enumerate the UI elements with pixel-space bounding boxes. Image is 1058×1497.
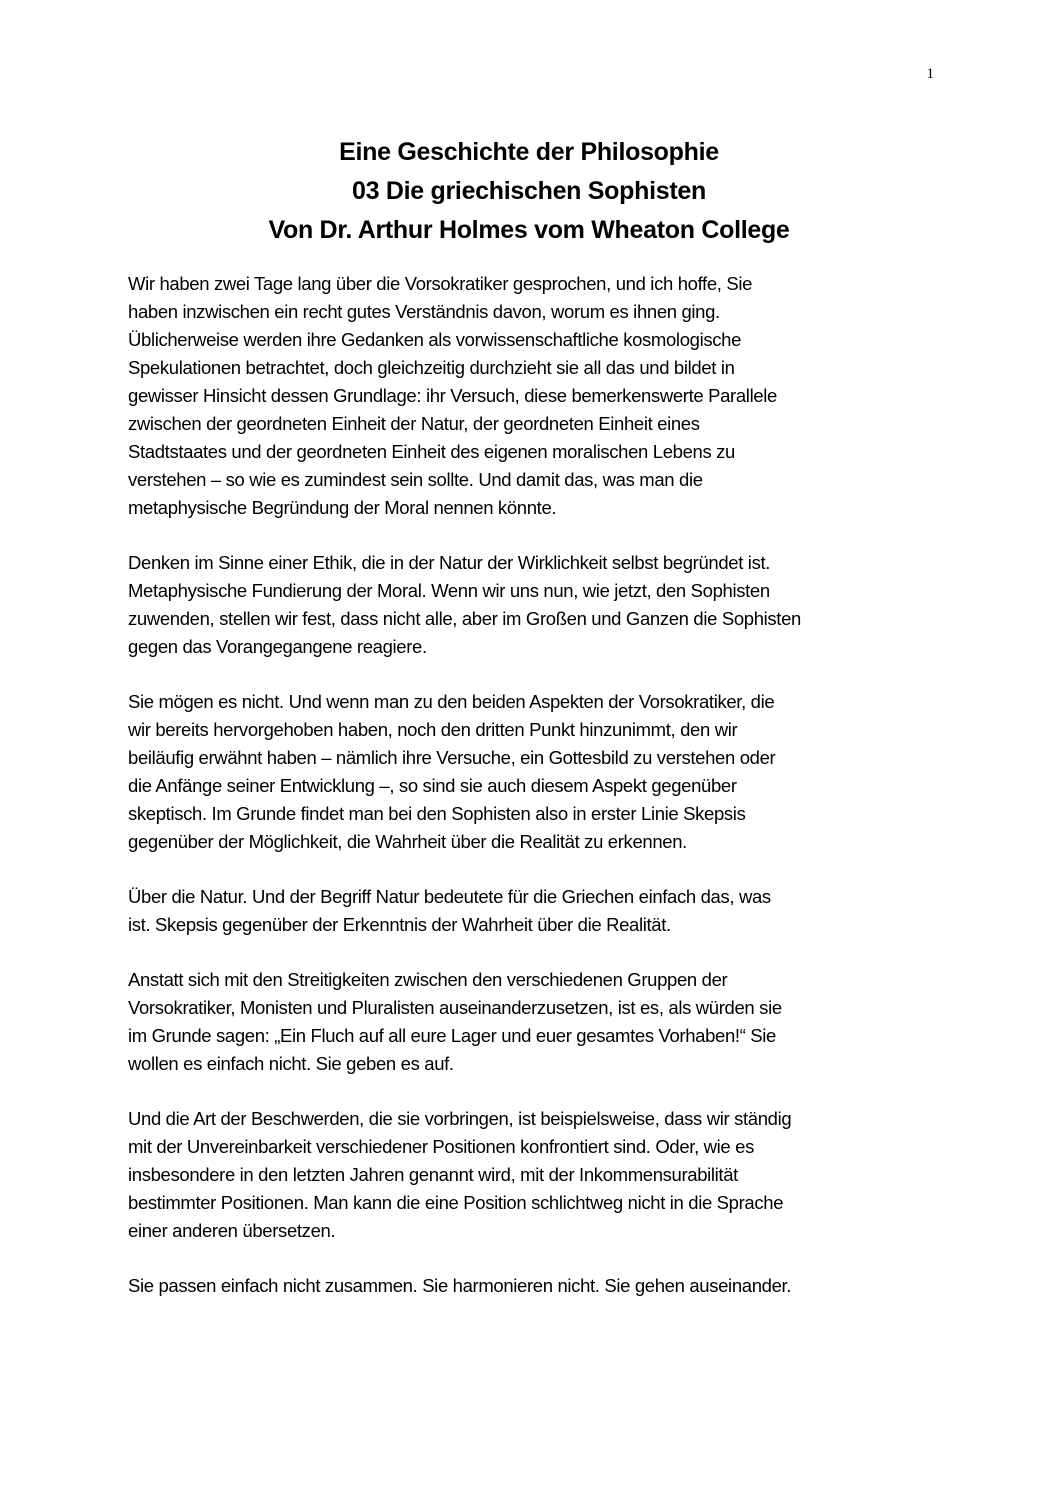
text-line: wir bereits hervorgehoben haben, noch den dritten Punkt hinzunimmt, den wir bbox=[128, 719, 738, 740]
text-line: Wir haben zwei Tage lang über die Vorsokratiker gesprochen, und ich hoffe, Sie bbox=[128, 273, 753, 294]
text-line: bestimmter Positionen. Man kann die eine Position schlichtweg nicht in die Sprache bbox=[128, 1192, 784, 1213]
paragraph-2 bbox=[128, 549, 930, 661]
paragraph-3 bbox=[128, 688, 930, 856]
title-line-lecture: 03 Die griechischen Sophisten bbox=[352, 177, 706, 205]
text-line: Anstatt sich mit den Streitigkeiten zwischen den verschiedenen Gruppen der bbox=[128, 969, 728, 990]
text-line: im Grunde sagen: „Ein Fluch auf all eure Lager und euer gesamtes Vorhaben!“ Sie bbox=[128, 1025, 776, 1046]
paragraph-7 bbox=[128, 1272, 930, 1300]
text-line: Und die Art der Beschwerden, die sie vorbringen, ist beispielsweise, dass wir ständig bbox=[128, 1108, 792, 1129]
text-line: beiläufig erwähnt haben – nämlich ihre Versuche, ein Gottesbild zu verstehen oder bbox=[128, 747, 776, 768]
paragraph-5 bbox=[128, 966, 930, 1078]
text-line: haben inzwischen ein recht gutes Verständnis davon, worum es ihnen ging. bbox=[128, 301, 720, 322]
text-line: die Anfänge seiner Entwicklung –, so sind sie auch diesem Aspekt gegenüber bbox=[128, 775, 737, 796]
paragraph-4 bbox=[128, 883, 930, 939]
text-line: Spekulationen betrachtet, doch gleichzeitig durchzieht sie all das und bildet in bbox=[128, 357, 735, 378]
text-line: ist. Skepsis gegenüber der Erkenntnis der Wahrheit über die Realität. bbox=[128, 914, 671, 935]
text-line: zwischen der geordneten Einheit der Natur, der geordneten Einheit eines bbox=[128, 413, 700, 434]
title-line-author: Von Dr. Arthur Holmes vom Wheaton College bbox=[268, 216, 790, 244]
text-line: Stadtstaates und der geordneten Einheit des eigenen moralischen Lebens zu bbox=[128, 441, 735, 462]
paragraph-6 bbox=[128, 1105, 930, 1245]
text-line: verstehen – so wie es zumindest sein sollte. Und damit das, was man die bbox=[128, 469, 703, 490]
text-line: skeptisch. Im Grunde findet man bei den Sophisten also in erster Linie Skepsis bbox=[128, 803, 746, 824]
text-line: wollen es einfach nicht. Sie geben es auf. bbox=[128, 1053, 454, 1074]
text-line: Sie mögen es nicht. Und wenn man zu den beiden Aspekten der Vorsokratiker, die bbox=[128, 691, 775, 712]
text-line: metaphysische Begründung der Moral nennen könnte. bbox=[128, 497, 557, 518]
text-line: gegenüber der Möglichkeit, die Wahrheit über die Realität zu erkennen. bbox=[128, 831, 687, 852]
text-line: Über die Natur. Und der Begriff Natur bedeutete für die Griechen einfach das, was bbox=[128, 886, 771, 907]
document-body bbox=[128, 270, 930, 1327]
text-line: einer anderen übersetzen. bbox=[128, 1220, 336, 1241]
text-line: insbesondere in den letzten Jahren genannt wird, mit der Inkommensurabilität bbox=[128, 1164, 738, 1185]
text-line: zuwenden, stellen wir fest, dass nicht alle, aber im Großen und Ganzen die Sophisten bbox=[128, 608, 801, 629]
text-line: gegen das Vorangegangene reagiere. bbox=[128, 636, 427, 657]
text-line: gewisser Hinsicht dessen Grundlage: ihr Versuch, diese bemerkenswerte Parallele bbox=[128, 385, 777, 406]
title-line-series: Eine Geschichte der Philosophie bbox=[339, 138, 719, 166]
text-line: Metaphysische Fundierung der Moral. Wenn wir uns nun, wie jetzt, den Sophisten bbox=[128, 580, 770, 601]
page-number: 1 bbox=[926, 66, 934, 82]
text-line: Vorsokratiker, Monisten und Pluralisten auseinanderzusetzen, ist es, als würden sie bbox=[128, 997, 782, 1018]
text-line: Üblicherweise werden ihre Gedanken als vorwissenschaftliche kosmologische bbox=[128, 329, 742, 350]
text-line: Denken im Sinne einer Ethik, die in der Natur der Wirklichkeit selbst begründet ist. bbox=[128, 552, 771, 573]
text-line: mit der Unvereinbarkeit verschiedener Positionen konfrontiert sind. Oder, wie es bbox=[128, 1136, 754, 1157]
document-title bbox=[128, 133, 930, 250]
paragraph-1 bbox=[128, 270, 930, 522]
text-line: Sie passen einfach nicht zusammen. Sie harmonieren nicht. Sie gehen auseinander. bbox=[128, 1275, 792, 1296]
